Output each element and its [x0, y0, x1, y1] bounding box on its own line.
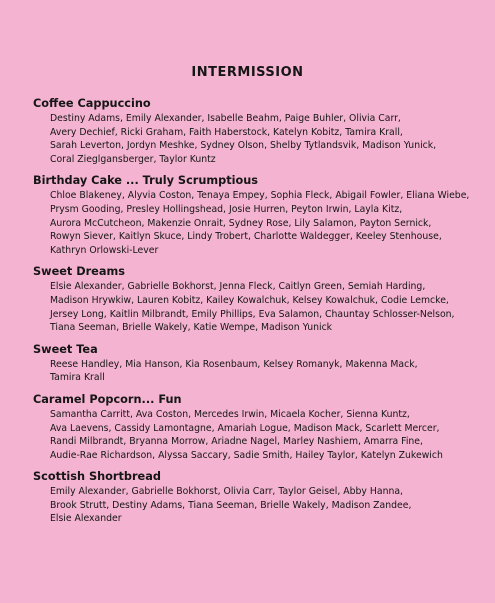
cast-line: Kathryn Orlowski-Lever	[50, 244, 159, 256]
cast-line: Reese Handley, Mia Hanson, Kia Rosenbaum, Kelsey Romanyk, Makenna Mack,	[50, 358, 418, 370]
cast-line: Tiana Seeman, Brielle Wakely, Katie Wempe, Madison Yunick	[50, 322, 333, 334]
section-sweet-dreams	[33, 265, 463, 334]
section-heading: Sweet Dreams	[33, 265, 125, 279]
cast-line: Coral Zieglgansberger, Taylor Kuntz	[50, 153, 216, 165]
section-coffee-cappuccino	[33, 97, 463, 166]
section-heading: Scottish Shortbread	[33, 470, 161, 484]
section-heading: Sweet Tea	[33, 342, 98, 356]
cast-line: Chloe Blakeney, Alyvia Coston, Tenaya Empey, Sophia Fleck, Abigail Fowler, Eliana Wiebe,	[50, 190, 470, 202]
cast-line: Audie-Rae Richardson, Alyssa Saccary, Sadie Smith, Hailey Taylor, Katelyn Zukewich	[50, 449, 443, 461]
cast-line: Elsie Alexander, Gabrielle Bokhorst, Jenna Fleck, Caitlyn Green, Semiah Harding,	[50, 281, 426, 293]
section-heading: Caramel Popcorn... Fun	[33, 392, 182, 406]
cast-line: Avery Dechief, Ricki Graham, Faith Haberstock, Katelyn Kobitz, Tamira Krall,	[50, 126, 403, 138]
cast-line: Prysm Gooding, Presley Hollingshead, Josie Hurren, Peyton Irwin, Layla Kitz,	[50, 203, 403, 215]
cast-line: Aurora McCutcheon, Makenzie Onrait, Sydney Rose, Lily Salamon, Payton Sernick,	[50, 217, 432, 229]
intermission-list	[33, 97, 470, 534]
section-scottish-shortbread	[33, 470, 463, 526]
cast-line: Madison Hrywkiw, Lauren Kobitz, Kailey Kowalchuk, Kelsey Kowalchuk, Codie Lemcke,	[50, 294, 449, 306]
cast-line: Jersey Long, Kaitlin Milbrandt, Emily Phillips, Eva Salamon, Chauntay Schlosser-Nelson,	[50, 308, 455, 320]
cast-line: Elsie Alexander	[50, 513, 122, 525]
page-title: INTERMISSION	[191, 65, 304, 80]
cast-line: Destiny Adams, Emily Alexander, Isabelle Beahm, Paige Buhler, Olivia Carr,	[50, 113, 401, 124]
cast-line: Sarah Leverton, Jordyn Meshke, Sydney Olson, Shelby Tytlandsvik, Madison Yunick,	[50, 140, 437, 152]
cast-line: Samantha Carritt, Ava Coston, Mercedes Irwin, Micaela Kocher, Sienna Kuntz,	[50, 408, 410, 420]
cast-line: Rowyn Siever, Kaitlyn Skuce, Lindy Trobert, Charlotte Waldegger, Keeley Stenhouse,	[50, 231, 442, 243]
cast-line: Tamira Krall	[50, 372, 105, 384]
section-heading: Coffee Cappuccino	[33, 97, 151, 110]
section-sweet-tea	[33, 343, 463, 385]
section-caramel-popcorn	[33, 393, 463, 462]
section-birthday-cake	[33, 174, 470, 257]
cast-line: Ava Laevens, Cassidy Lamontagne, Amariah Logue, Madison Mack, Scarlett Mercer,	[50, 422, 440, 434]
cast-line: Randi Milbrandt, Bryanna Morrow, Ariadne Nagel, Marley Nashiem, Amarra Fine,	[50, 436, 423, 448]
cast-line: Brook Strutt, Destiny Adams, Tiana Seeman, Brielle Wakely, Madison Zandee,	[50, 499, 412, 511]
section-heading: Birthday Cake ... Truly Scrumptious	[33, 174, 259, 188]
cast-line: Emily Alexander, Gabrielle Bokhorst, Olivia Carr, Taylor Geisel, Abby Hanna,	[50, 486, 404, 498]
